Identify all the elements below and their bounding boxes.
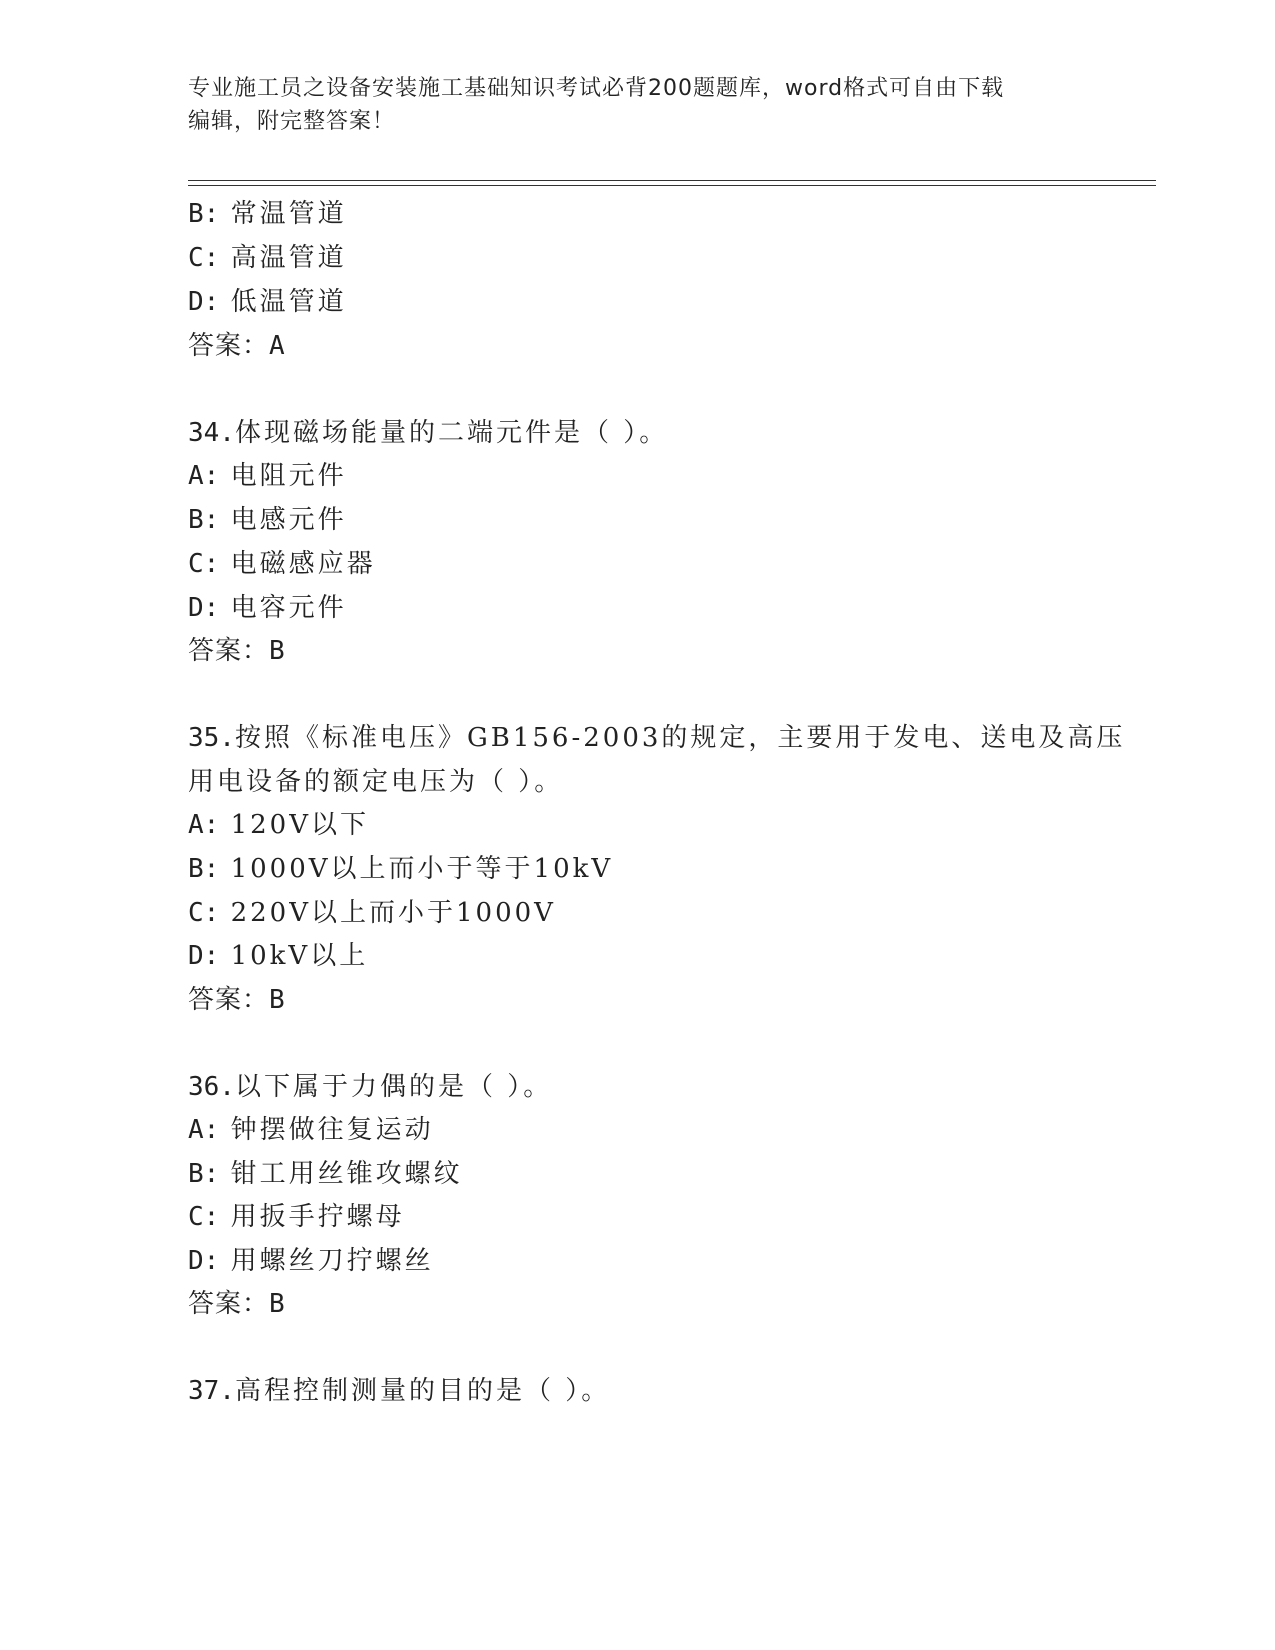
option-letter: C: — [188, 1202, 220, 1232]
q33-option-b — [188, 193, 347, 230]
option-letter: B: — [188, 854, 220, 884]
answer-value: B — [269, 1289, 286, 1319]
answer-label: 答案： — [188, 1289, 270, 1319]
option-letter: C: — [188, 549, 220, 579]
option-text: 用扳手拧螺母 — [230, 1202, 405, 1232]
q34-stem — [188, 412, 668, 449]
option-text: 电磁感应器 — [230, 549, 376, 579]
q33-option-d — [188, 281, 347, 318]
answer-label: 答案： — [188, 985, 270, 1015]
q34-option-b — [188, 499, 347, 536]
option-text: 常温管道 — [230, 199, 347, 229]
q35-stem-line2 — [188, 761, 563, 798]
document-header — [188, 72, 1088, 138]
question-number: 35. — [188, 723, 235, 753]
header-title-line2: 编辑，附完整答案！ — [188, 109, 396, 134]
q34-option-a — [188, 455, 347, 492]
question-text-continued: 用电设备的额定电压为（ ）。 — [188, 767, 564, 797]
q36-stem — [188, 1066, 552, 1103]
option-text: 低温管道 — [230, 287, 347, 317]
option-letter: B: — [188, 1159, 220, 1189]
option-letter: B: — [188, 505, 220, 535]
option-text: 钟摆做往复运动 — [230, 1115, 434, 1145]
option-letter: A: — [188, 461, 220, 491]
question-text: 体现磁场能量的二端元件是（ ）。 — [234, 418, 669, 448]
answer-value: A — [269, 331, 286, 361]
header-divider-top — [188, 180, 1156, 181]
option-text: 电容元件 — [230, 593, 347, 623]
option-text: 电阻元件 — [230, 461, 347, 491]
question-number: 36. — [188, 1072, 235, 1102]
q35-option-b — [188, 848, 613, 885]
q33-option-c — [188, 237, 347, 274]
header-divider-bottom — [188, 185, 1156, 186]
answer-value: B — [269, 636, 286, 666]
option-text: 10kV以上 — [230, 941, 369, 971]
question-number: 34. — [188, 418, 235, 448]
q37-stem — [188, 1370, 610, 1407]
question-text: 高程控制测量的目的是（ ）。 — [234, 1376, 611, 1406]
option-letter: C: — [188, 243, 220, 273]
q36-option-b — [188, 1153, 463, 1190]
option-letter: C: — [188, 898, 220, 928]
question-text: 以下属于力偶的是（ ）。 — [234, 1072, 553, 1102]
option-letter: A: — [188, 810, 220, 840]
q35-stem-line1 — [188, 717, 1125, 754]
option-letter: D: — [188, 941, 220, 971]
q35-answer — [188, 979, 286, 1016]
q36-answer — [188, 1283, 286, 1320]
q36-option-d — [188, 1240, 434, 1277]
option-text: 1000V以上而小于等于10kV — [230, 854, 614, 884]
option-text: 120V以下 — [230, 810, 369, 840]
q36-option-c — [188, 1196, 405, 1233]
option-text: 电感元件 — [230, 505, 347, 535]
q35-option-c — [188, 892, 556, 929]
option-letter: D: — [188, 287, 220, 317]
question-text: 按照《标准电压》GB156-2003的规定，主要用于发电、送电及高压 — [234, 723, 1126, 753]
option-letter: D: — [188, 1246, 220, 1276]
answer-label: 答案： — [188, 331, 270, 361]
q36-option-a — [188, 1109, 434, 1146]
q35-option-a — [188, 804, 369, 841]
option-letter: B: — [188, 199, 220, 229]
answer-value: B — [269, 985, 286, 1015]
q35-option-d — [188, 935, 368, 972]
option-text: 钳工用丝锥攻螺纹 — [230, 1159, 463, 1189]
option-text: 220V以上而小于1000V — [230, 898, 556, 928]
q34-answer — [188, 630, 286, 667]
option-text: 高温管道 — [230, 243, 347, 273]
option-letter: A: — [188, 1115, 220, 1145]
answer-label: 答案： — [188, 636, 270, 666]
question-number: 37. — [188, 1376, 235, 1406]
header-title-line1: 专业施工员之设备安装施工基础知识考试必背200题题库，word格式可自由下载 — [188, 76, 1005, 101]
q33-answer — [188, 325, 286, 362]
q34-option-d — [188, 587, 347, 624]
option-text: 用螺丝刀拧螺丝 — [230, 1246, 434, 1276]
option-letter: D: — [188, 593, 220, 623]
q34-option-c — [188, 543, 376, 580]
